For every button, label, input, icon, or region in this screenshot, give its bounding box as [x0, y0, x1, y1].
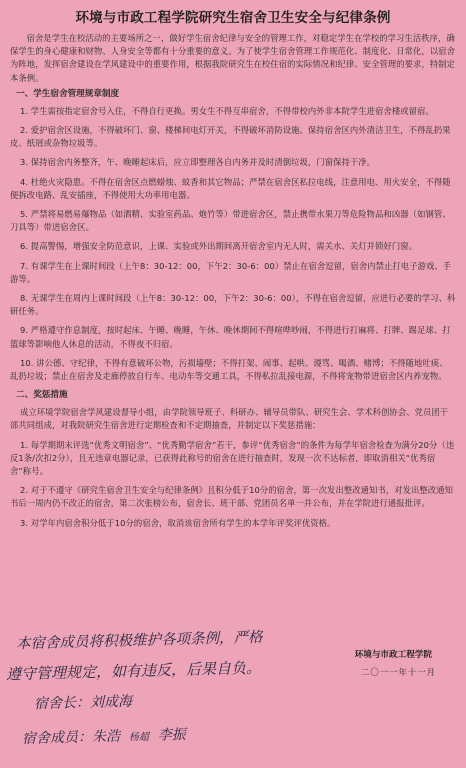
rule-item: 10. 讲公德、守纪律，不得有意破坏公物，污损墙壁；不得打架、闹事、起哄、谩骂、喝酒、赌博；不得随地吐痰、乱扔垃圾；禁止在宿舍及走廊停放自行车、电动车等交通工具，不得私拉乱接电源，不得将宠物带进宿舍区内养宠物。	[10, 357, 448, 382]
leader-name: 刘成海	[89, 693, 133, 711]
rule-item: 1. 学生需按指定宿舍号入住，不得自行更换。男女生不得互串宿舍，不得带校内外非本院学生进宿舍楼或留宿。	[19, 105, 434, 116]
rule-item: 8. 无课学生在周内上课时间段（上午8：30-12：00，下午2：30-6：00），不得在宿舍逗留，应进行必要的学习、科研任务。	[10, 293, 456, 317]
rule-item: 3. 保持宿舍内务整齐，午、晚睡起床后，应立即整理各自内务并及时清倒垃圾，门窗保持干净。	[19, 157, 376, 168]
section-heading-rewards: 二、奖惩措施	[16, 390, 68, 401]
issuer-name: 环境与市政工程学院	[354, 650, 432, 660]
section-heading-rules: 一、学生宿舍管理规章制度	[16, 88, 120, 99]
member-name: 李振	[157, 726, 187, 744]
rule-item: 9. 严格遵守作息制度，按时起床、午睡、晚睡，午休、晚休期间不得喧哗吵闹，不得进行打麻将、打牌、踢足球、打篮球等影响他人休息的活动，不得夜不归宿。	[10, 325, 451, 349]
issue-date: 二〇一一年十一月	[361, 667, 436, 677]
dorm-leader-signature	[34, 691, 132, 714]
reward-item: 成立环境学院宿舍学风建设督导小组，由学院领导班子、科研办、辅导员带队、研究生会、学术科创协会、党员团干部共同组成，对我院研究生宿舍进行定期检查和不定期抽查，并制定以下奖惩措施：	[10, 407, 449, 431]
member-name: 朱浩	[91, 728, 121, 746]
rule-item: 4. 杜绝火灾隐患。不得在宿舍区点燃蜡烛、蚊香和其它物品；严禁在宿舍区私拉电线，注意用电、用火安全，不得随便拆改电路、乱安插座，不得使用大功率用电器。	[10, 176, 451, 200]
rule-item: 6. 提高警惕，增强安全防范意识，上课、实验或外出期间离开宿舍室内无人时，需关水、关灯并锁好门窗。	[19, 241, 418, 252]
reward-item: 3. 对学年内宿舍积分低于10分的宿舍，取消该宿舍所有学生的本学年评奖评优资格。	[19, 517, 336, 528]
rule-item: 2. 爱护宿舍区设施，不得破坏门、窗、楼梯间电灯开关，不得破坏消防设施。保持宿舍区内外清洁卫生，不得乱扔果皮、纸屑或杂物垃圾等。	[10, 125, 451, 149]
leader-label: 宿舍长：	[33, 694, 91, 713]
rule-item: 5. 严禁将易燃易爆物品（如酒精、实验室药品、炮竹等）带进宿舍区，禁止携带水果刀等危险物品和凶器（如钢管、刀具等）带进宿舍区。	[10, 209, 451, 233]
rule-item: 7. 有课学生在上课时间段（上午8：30-12：00，下午2：30-6：00）禁止在宿舍逗留，宿舍内禁止打电子游戏、手游等。	[10, 260, 452, 284]
handwritten-pledge-line1: 本宿舍成员将积极维护各项条例，严格	[15, 629, 263, 653]
reward-item: 2. 对于不遵守《研究生宿舍卫生安全与纪律条例》且积分低于10分的宿舍，第一次发出整改通知书，对发出整改通知书后一周内仍不改正的宿舍，第二次张榜公布，宿舍长、班干部、党团员名单一并公布，并在学院进行通报批评。	[10, 485, 454, 509]
intro-paragraph: 宿舍是学生在校活动的主要场所之一，做好学生宿舍纪律与安全的管理工作，对稳定学生在学校的学习生活秩序，确保学生的身心健康和财物、人身安全等都有十分重要的意义。为了使学生宿舍管理工作规范化、制度化、日常化，以宿舍为阵地，发挥宿舍建设在学风建设中的重要作用，根据我院研究生在校住宿的实际情况和纪律、安全管理的要求，特制定本条例。	[10, 33, 456, 83]
document-title: 环境与市政工程学院研究生宿舍卫生安全与纪律条例	[75, 10, 391, 26]
dorm-members-signature	[22, 724, 186, 748]
member-name: 杨超	[128, 731, 150, 744]
reward-item: 1. 每学期期末评选“优秀文明宿舍”、“优秀勤学宿舍”若干，参评“优秀宿舍”的条件为每学年宿舍检查为满分20分（违反1条/次扣2分），且无违章电器记录，已获得此称号的宿舍在进行抽查时，发现一次不达标者，即取消相关“优秀宿舍”称号。	[10, 439, 455, 477]
members-label: 宿舍成员：	[21, 729, 93, 748]
handwritten-pledge-line2: 遵守管理规定，如有违反，后果自负。	[5, 658, 262, 684]
regulation-document	[10, 6, 456, 536]
